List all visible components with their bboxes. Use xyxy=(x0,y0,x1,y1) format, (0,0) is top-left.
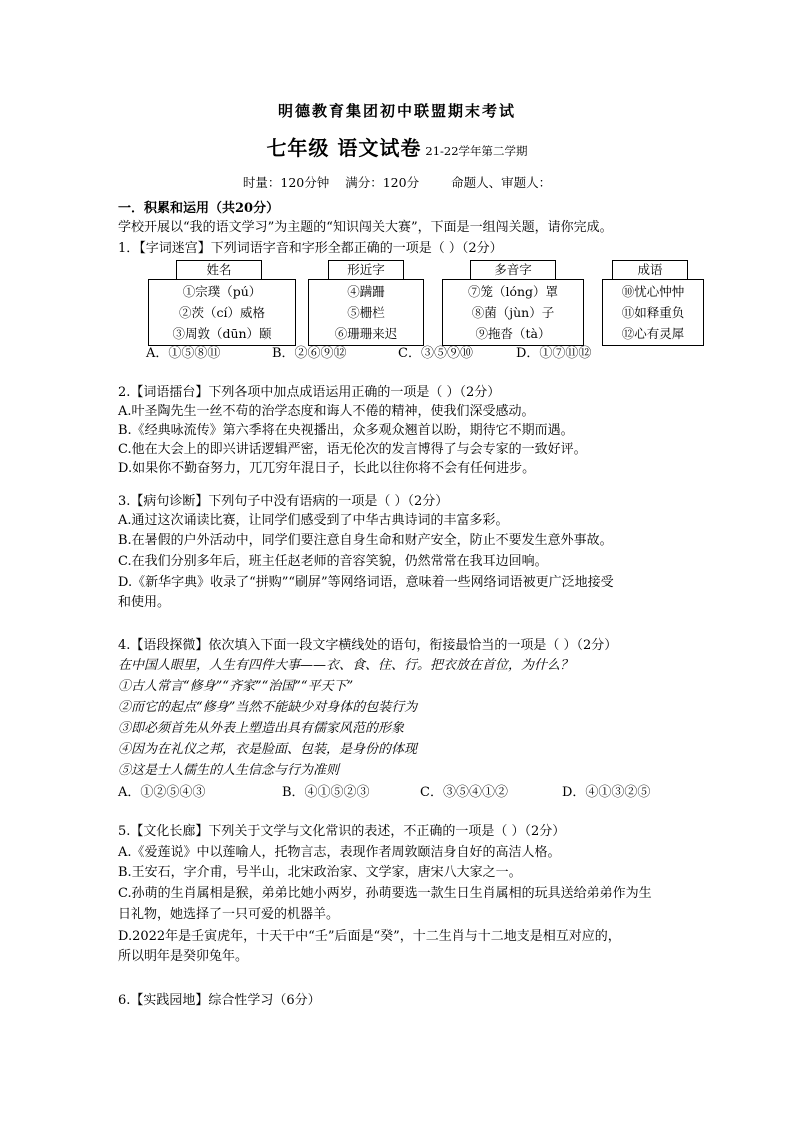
q1-option: A．①⑤⑧⑪ xyxy=(146,346,221,361)
section-heading: 一．积累和运用（共20分） xyxy=(118,201,280,216)
q1-category-box xyxy=(148,279,296,346)
q1-item: ⑪如释重负 xyxy=(621,305,685,320)
q1-item: ⑨拖沓（tà） xyxy=(475,326,551,341)
q3-option-cont: 和使用。 xyxy=(118,595,171,610)
q1-category-title: 形近字 xyxy=(328,260,404,280)
q1-item: ⑩忧心忡忡 xyxy=(621,284,685,299)
q4-sentence: ③即必须首先从外表上塑造出具有儒家风范的形象 xyxy=(118,721,405,736)
q1-category-box xyxy=(308,279,424,346)
q4-sentence: ②而它的起点“修身”当然不能缺少对身体的包装行为 xyxy=(118,700,418,715)
q2-option: A.叶圣陶先生一丝不苟的治学态度和诲人不倦的精神，使我们深受感动。 xyxy=(118,404,535,419)
q1-item: ⑥珊珊来迟 xyxy=(334,326,398,341)
section-intro: 学校开展以“我的语文学习”为主题的“知识闯关大赛”，下面是一组闯关题，请你完成。 xyxy=(118,220,613,235)
exam-title-main: 七年级 语文试卷 xyxy=(266,136,422,160)
q1-option: C．③⑤⑨⑩ xyxy=(398,346,473,361)
q4-option: C．③⑤④①② xyxy=(420,785,508,800)
exam-time: 时量：120分钟 xyxy=(242,175,330,190)
q1-item: ②茨（cí）威格 xyxy=(179,305,265,320)
q5-option-cont: 日礼物，她选择了一只可爱的机器羊。 xyxy=(118,907,340,922)
q6-stem: 6.【实践园地】综合性学习（6分） xyxy=(118,993,321,1008)
q1-item: ⑦笼（lóng）罩 xyxy=(467,284,559,299)
q1-item: ⑫心有灵犀 xyxy=(621,326,685,341)
exam-author: 命题人、审题人： xyxy=(451,175,552,190)
q1-category-title: 成语 xyxy=(612,260,688,280)
q2-stem: 2.【词语擂台】下列各项中加点成语运用正确的一项是（ ）（2分） xyxy=(118,385,501,400)
q5-option: D.2022年是壬寅虎年，十天干中“壬”后面是“癸”，十二生肖与十二地支是相互对应的， xyxy=(118,929,621,944)
q4-stem: 4.【语段探微】依次填入下面一段文字横线处的语句，衔接最恰当的一项是（ ）（2分） xyxy=(118,638,618,653)
q4-passage: 在中国人眼里，人生有四件大事——衣、食、住、行。把衣放在首位，为什么？ xyxy=(118,658,574,673)
q2-option: B.《经典咏流传》第六季将在央视播出，众多观众翘首以盼，期待它不期而遇。 xyxy=(118,423,574,438)
exam-score: 满分：120分 xyxy=(345,175,420,190)
q5-option: C.孙萌的生肖属相是猴，弟弟比她小两岁，孙萌要选一款生日生肖属相的玩具送给弟弟作为生 xyxy=(118,886,652,901)
q3-option: D.《新华字典》收录了“拼购”“刷屏”等网络词语，意味着一些网络词语被更广泛地接受 xyxy=(118,575,614,590)
q4-sentence: ①古人常言“修身”“齐家”“治国”“平天下” xyxy=(118,679,354,694)
q4-option: D．④①③②⑤ xyxy=(562,785,651,800)
q1-item: ④蹒跚 xyxy=(347,284,385,299)
exam-title-sub: 21-22学年第二学期 xyxy=(425,144,528,158)
q3-option: C.在我们分别多年后，班主任赵老师的音容笑貌，仍然常常在我耳边回响。 xyxy=(118,554,548,569)
q1-option: B．②⑥⑨⑫ xyxy=(272,346,347,361)
q1-stem: 1．【字词迷宫】下列词语字音和字形全都正确的一项是（ ）（2分） xyxy=(118,241,503,256)
q1-category-box xyxy=(602,279,704,346)
q3-option: B.在暑假的户外活动中，同学们要注意自身生命和财产安全，防止不要发生意外事故。 xyxy=(118,533,613,548)
q1-category-box xyxy=(442,279,584,346)
q1-item: ⑧菌（jùn）子 xyxy=(471,305,555,320)
exam-info xyxy=(0,173,794,191)
q5-stem: 5.【文化长廊】下列关于文学与文化常识的表述，不正确的一项是（ ）（2分） xyxy=(118,824,566,839)
q1-item: ⑤栅栏 xyxy=(347,305,385,320)
q1-category-title: 姓名 xyxy=(176,260,262,280)
q5-option: B.王安石，字介甫，号半山，北宋政治家、文学家，唐宋八大家之一。 xyxy=(118,865,522,880)
q3-stem: 3.【病句诊断】下列句子中没有语病的一项是（ ）（2分） xyxy=(118,494,449,509)
school-title: 明德教育集团初中联盟期末考试 xyxy=(277,102,516,120)
q1-category-title: 多音字 xyxy=(470,260,556,280)
q5-option-cont: 所以明年是癸卯兔年。 xyxy=(118,949,249,964)
q2-option: C.他在大会上的即兴讲话逻辑严密，语无伦次的发言博得了与会专家的一致好评。 xyxy=(118,442,587,457)
q2-option: D.如果你不勤奋努力，兀兀穷年混日子，长此以往你将不会有任何进步。 xyxy=(118,461,536,476)
q1-item: ③周敦（dūn）颐 xyxy=(172,326,272,341)
q4-option: A．①②⑤④③ xyxy=(118,785,206,800)
q4-sentence: ⑤这是士人儒生的人生信念与行为准则 xyxy=(118,763,340,778)
q4-sentence: ④因为在礼仪之邦，衣是脸面、包装，是身份的体现 xyxy=(118,742,418,757)
exam-title xyxy=(0,132,794,161)
q5-option: A.《爱莲说》中以莲喻人，托物言志，表现作者周敦颐洁身自好的高洁人格。 xyxy=(118,845,561,860)
q1-option: D．①⑦⑪⑫ xyxy=(516,346,592,361)
q4-option: B．④①⑤②③ xyxy=(282,785,370,800)
q3-option: A.通过这次诵读比赛，让同学们感受到了中华古典诗词的丰富多彩。 xyxy=(118,513,509,528)
q1-item: ①宗璞（pú） xyxy=(182,284,262,299)
